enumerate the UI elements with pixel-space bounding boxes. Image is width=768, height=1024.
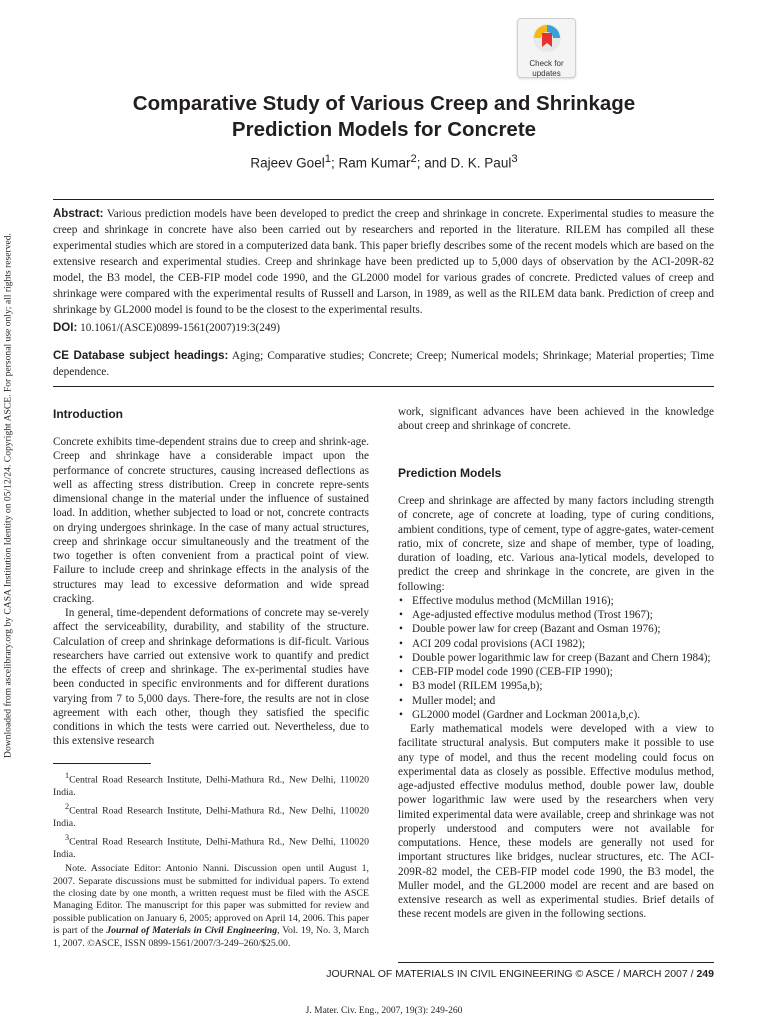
right-column-body (398, 494, 714, 922)
right-column-top (398, 405, 714, 434)
page-number: 249 (696, 968, 714, 980)
intro-paragraph-1: Concrete exhibits time-dependent strains due to creep and shrink-age. Creep and shrinkage have a considerable impact upon the performance of concrete structures, causing increased deflections as well as affecting stress distribution. Creep in concrete repre-sents dimensional change in the material under the influence of sustained load. In addition, whether subjected to load or not, concrete contracts on drying undergoes shrinkage. In the case of many actual structures, creep and shrinkage occur simultaneously and the treatment of the two together is often convenient from a practical point of view. Failure to include creep and shrinkage effects in the analysis of the structures may lead to excessive deformation and wide spread cracking. (53, 436, 369, 605)
footnote-2 (53, 801, 369, 830)
footnote-3-marker: 3 (65, 833, 70, 843)
author-separator: ; and (416, 155, 451, 171)
list-item: • B3 model (RILEM 1995a,b); (398, 679, 714, 693)
abstract (53, 206, 714, 318)
prediction-models-heading: Prediction Models (398, 466, 502, 480)
intro-paragraph-2-continued: work, significant advances have been achieved in the knowledge about creep and shrinkage of concrete. (398, 406, 714, 433)
paper-title (60, 91, 708, 143)
running-footer (53, 968, 714, 980)
list-item: • GL2000 model (Gardner and Lockman 2001a,b,c). (398, 708, 714, 722)
footnote-1 (53, 770, 369, 799)
title-line-1: Comparative Study of Various Creep and Shrinkage (132, 92, 636, 115)
footer-rule (398, 962, 714, 963)
footnote-rule (53, 763, 151, 764)
subject-headings-label: CE Database subject headings: (53, 350, 229, 362)
citation-line: J. Mater. Civ. Eng., 2007, 19(3): 249-260 (305, 1006, 463, 1016)
abstract-text: Various prediction models have been developed to predict the creep and shrinkage in concrete. Experimental studies to measure the creep and shrinkage in concrete have also been carried out by researchers and reported in the literature. RILEM has compiled all these experimental studies which are stored in a computerized data bank. This paper briefly describes some of the recent models which are based on the extensive research and experimental studies. Creep and shrinkage have been predicted up to 5,000 days of observation by the ACI-209R-82 model, the B3 model, the CEB-FIP model code 1990, and the GL2000 model for various grades of concrete. Predicted values of creep and shrinkage were compared with the experimental results of Russell and Larson, in 1989, as well as the RILEM data bank. Prediction of creep and shrinkage by GL2000 model is found to be the closest to the experimental results. (53, 208, 714, 316)
editorial-note-tail: , Vol. 19, No. 3, March 1, 2007. ©ASCE, ISSN 0899-1561/2007/3-249–260/$25.00. (53, 925, 369, 949)
badge-label-2: updates (532, 69, 561, 78)
list-item: • Effective modulus method (McMillan 1916); (398, 594, 714, 608)
list-item: • CEB-FIP model code 1990 (CEB-FIP 1990); (398, 665, 714, 679)
author-name[interactable]: Rajeev Goel (250, 155, 325, 171)
subject-headings-text: Aging; Comparative studies; Concrete; Creep; Numerical models; Shrinkage; Material properties; Time dependence. (53, 350, 714, 378)
intro-paragraph-2: In general, time-dependent deformations of concrete may se-verely affect the serviceability, durability, and stability of the structure. Calculation of creep and shrinkage deformations is dif-ficult. Various researchers have carried out extensive work to quantify and predict the effects of creep and shrinkage. The ex-perimental studies have been conducted in specific environments and for different durations varying from 7 to 5,000 days. There-fore, the results are not in close agreement with each other, though they satisfied the specific conditions in which the tests were carried out. Nevertheless, due to this extensive research (53, 607, 369, 748)
list-item: • ACI 209 codal provisions (ACI 1982); (398, 637, 714, 651)
footnote-3-text: Central Road Research Institute, Delhi-Mathura Rd., New Delhi, 110020 India. (53, 836, 369, 860)
author-list (60, 153, 708, 171)
editorial-note (53, 863, 369, 950)
author-affil-sup: 2 (410, 153, 417, 165)
list-item: • Double power law for creep (Bazant and Osman 1976); (398, 622, 714, 636)
prediction-paragraph-1: Creep and shrinkage are affected by many factors including strength of concrete, age of concrete at loading, type of curing conditions, ambient conditions, type of cement, type of aggre-gates, water-cement ratio, mix of concrete, size and shape of member, type of loading, duration of loading, etc. Various ana-lytical models, developed to predict the creep and shrinkage in the concrete, are given in the following: (398, 495, 714, 593)
title-line-2: Prediction Models for Concrete (231, 118, 537, 141)
subject-headings (53, 348, 714, 380)
footnote-2-text: Central Road Research Institute, Delhi-Mathura Rd., New Delhi, 110020 India. (53, 805, 369, 829)
list-item: • Double power logarithmic law for creep (Bazant and Chern 1984); (398, 651, 714, 665)
author-name[interactable]: D. K. Paul (450, 155, 512, 171)
author-name[interactable]: Ram Kumar (338, 155, 411, 171)
author-affil-sup: 3 (511, 153, 518, 165)
abstract-bottom-rule (53, 386, 714, 387)
running-footer-text: JOURNAL OF MATERIALS IN CIVIL ENGINEERING © ASCE / MARCH 2007 / (326, 968, 697, 980)
footnote-1-marker: 1 (65, 771, 70, 780)
doi-line (53, 322, 714, 334)
editorial-note-text: Note. Associate Editor: Antonio Nanni. Discussion open until August 1, 2007. Separate discussions must be submitted for individual papers. To extend the closing date by one month, a written request must be filed with the ASCE Managing Editor. The manuscript for this paper was submitted for review and possible publication on January 6, 2005; approved on April 14, 2006. This paper is part of the (53, 863, 369, 937)
check-for-updates-badge[interactable] (517, 18, 576, 78)
model-list (398, 594, 714, 722)
left-column-body (53, 435, 369, 749)
top-rule (53, 199, 714, 200)
author-affil-sup: 1 (324, 153, 331, 165)
introduction-heading: Introduction (53, 407, 123, 421)
prediction-paragraph-2: Early mathematical models were developed with a view to facilitate structural analysis. But computers make it possible to use any type of model, and thus the recent modeling could focus on experimental data as closely as possible. Effective modulus method, age-adjusted effective modulus method, double power law, double power logarithmic law were used by the researchers when very limited experimental data were available, creep and shrinkage was not properly understood and computers were not available for computations. Hence, these models are generally not used for important structures like bridges, nuclear structures, etc. The ACI-209R-82 model, the CEB-FIP model code 1990, the B3 model, the Muller model, and the GL2000 model are recent and are based on extensive research as well as experimental studies. Brief details of these recent models are given in the following sections. (398, 723, 714, 921)
doi-label: DOI: (53, 322, 78, 334)
footnotes (53, 770, 369, 952)
crossmark-icon (532, 23, 562, 53)
footnote-3 (53, 832, 369, 861)
doi-link[interactable]: 10.1061/(ASCE)0899-1561(2007)19:3(249) (80, 322, 280, 334)
download-watermark: Downloaded from ascelibrary.org by CASA Institution Identity on 05/12/24. Copyright ASCE. For personal use only; all rights reserved. (2, 233, 14, 758)
journal-name: Journal of Materials in Civil Engineering (106, 925, 278, 937)
footnote-1-text: Central Road Research Institute, Delhi-Mathura Rd., New Delhi, 110020 India. (53, 774, 369, 798)
list-item: • Muller model; and (398, 694, 714, 708)
badge-label-1: Check for (529, 59, 564, 68)
author-separator: ; (330, 155, 339, 171)
list-item: • Age-adjusted effective modulus method (Trost 1967); (398, 608, 714, 622)
abstract-label: Abstract: (53, 208, 104, 220)
footnote-2-marker: 2 (65, 802, 70, 812)
